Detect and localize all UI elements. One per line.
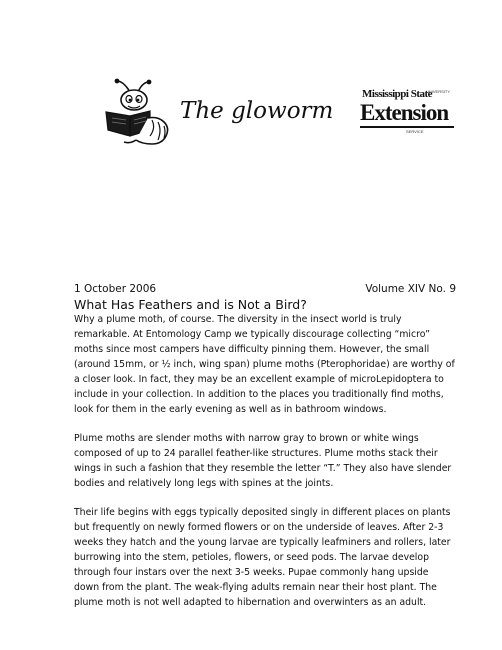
logo-small-text: UNIVERSITY xyxy=(426,89,451,94)
issue-volume: Volume XIV No. 9 xyxy=(365,283,456,295)
logo-line-university: Mississippi State xyxy=(362,88,433,100)
article-paragraph: Why a plume moth, of course. The diversity in the insect world is truly remarkable. At Entomology Camp we typically discourage collecting “micro” moths since most campers have difficulty pinning them. However, the small (around 15mm, or ½ inch, wing span) plume moths (Pterophoridae) are worthy of a closer look. In fact, they may be an excellent example of microLepidoptera to include in your collection. In addition to the places you traditionally find moths, look for them in the early evening as well as in bathroom windows. xyxy=(74,314,455,415)
issue-date: 1 October 2006 xyxy=(74,283,157,295)
article-paragraph: Plume moths are slender moths with narrow gray to brown or white wings composed of up to 24 parallel feather-like structures. Plume moths stack their wings in such a fashion that they resemble the letter “T.” They also have slender bodies and relatively long legs with spines at the joints. xyxy=(74,433,452,489)
glowworm-reading-book-icon xyxy=(100,78,180,148)
extension-logo xyxy=(360,88,460,138)
newsletter-title: The gloworm xyxy=(180,98,334,124)
article-body xyxy=(74,312,456,624)
logo-tiny-text: SERVICE xyxy=(406,129,424,134)
article-paragraph: Their life begins with eggs typically deposited singly in different places on plants but frequently on newly formed flowers or on the underside of leaves. After 2-3 weeks they hatch and the young larvae are typically leafminers and rollers, later burrowing into the stem, petioles, flowers, or seed pods. The larvae develop through four instars over the next 3-5 weeks. Pupae commonly hang upside down from the plant. The weak-flying adults remain near their host plant. The plume moth is not well adapted to hibernation and overwinters as an adult. xyxy=(74,507,451,608)
logo-rule xyxy=(360,126,454,128)
logo-extension-word: Extension xyxy=(360,100,449,125)
newsletter-header xyxy=(0,0,502,160)
article-title: What Has Feathers and is Not a Bird? xyxy=(74,297,307,312)
